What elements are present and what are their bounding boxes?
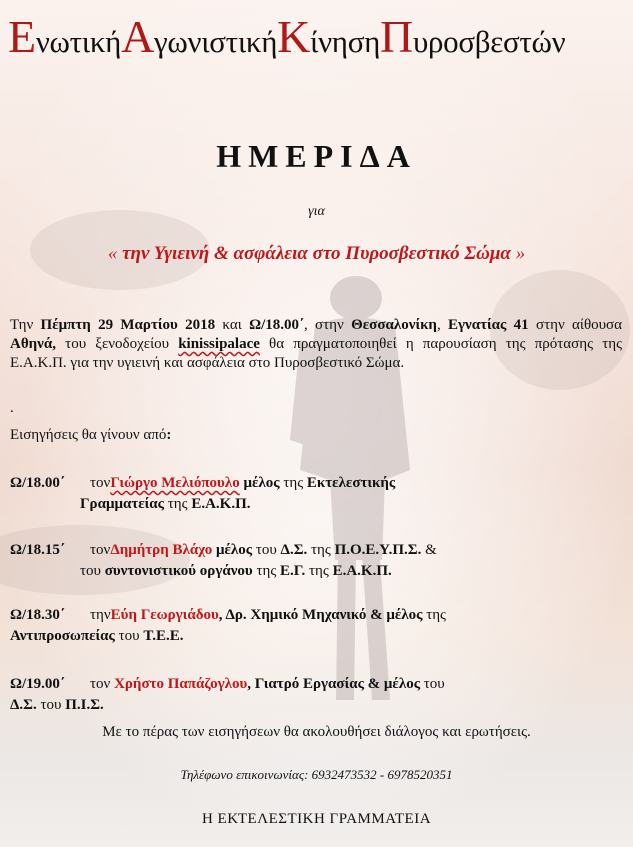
intro-text: του ξενοδοχείου: [56, 336, 179, 352]
event-street: Εγνατίας 41: [448, 317, 529, 333]
header-word-1: νωτική: [35, 24, 122, 59]
speaker-prefix: τον: [90, 676, 115, 692]
speaker-line: [10, 695, 610, 716]
speaker-role: Π.Ι.Σ.: [65, 697, 104, 713]
speaker-item: [10, 473, 610, 515]
intro-text: στην αίθουσα: [528, 317, 622, 333]
speaker-role: της: [256, 563, 281, 579]
speaker-line: [10, 561, 610, 582]
speaker-item: [10, 605, 610, 647]
speaker-name: Γιώργο Μελιόπουλο: [110, 475, 240, 491]
speaker-role: Ε.Α.Κ.Π.: [332, 563, 392, 579]
event-time: Ω/18.00΄: [249, 317, 304, 333]
speaker-role: Αντιπροσωπείας: [10, 628, 119, 644]
speaker-name: Δημήτρη Βλάχο: [110, 542, 213, 558]
speaker-item: [10, 540, 610, 582]
organization-name: [8, 11, 628, 62]
speaker-time: Ω/18.15΄: [10, 542, 65, 558]
speaker-role: Τ.Ε.Ε.: [143, 628, 184, 644]
speaker-role: του: [255, 542, 281, 558]
event-description: [10, 316, 622, 373]
event-subtitle: [0, 243, 633, 265]
speaker-role: Εκτελεστικής: [306, 475, 396, 491]
event-hall: Αθηνά,: [10, 336, 57, 352]
speaker-role: Δ.Σ.: [280, 542, 312, 558]
speaker-role: του: [80, 563, 105, 579]
speaker-role: της: [167, 496, 192, 512]
subtitle-open-quote: «: [107, 243, 123, 264]
header-word-3: ίνηση: [310, 24, 381, 59]
event-title: ΗΜΕΡΙΔΑ: [216, 138, 417, 174]
speaker-role: μέλος: [239, 475, 284, 491]
speaker-role: Ε.Γ.: [280, 563, 309, 579]
signature: Η ΕΚΤΕΛΕΣΤΙΚΗ ΓΡΑΜΜΑΤΕΙΑ: [201, 811, 432, 827]
speaker-line: [10, 540, 610, 561]
speaker-item: [10, 674, 610, 716]
speaker-role: , Γιατρό Εργασίας & μέλος: [247, 676, 424, 692]
header-initial-4: Π: [380, 11, 413, 62]
speaker-line: [10, 674, 610, 695]
speaker-line: [10, 494, 610, 515]
event-hotel: kinissipalace: [178, 336, 260, 352]
intro-text: και: [215, 317, 250, 333]
speaker-role: του: [118, 628, 144, 644]
header-initial-3: Κ: [277, 11, 311, 62]
speaker-time: Ω/18.30΄: [10, 607, 65, 623]
speaker-name: Εύη Γεωργιάδου: [110, 607, 219, 623]
speaker-role: Ε.Α.Κ.Π.: [191, 496, 251, 512]
header-word-2: γωνιστική: [154, 24, 278, 59]
speaker-role: Γραμματείας: [80, 496, 168, 512]
intro-text: ,: [436, 317, 449, 333]
for-label: για: [308, 204, 325, 219]
speaker-name: Χρήστο Παπάζογλου: [114, 676, 248, 692]
speaker-line: [10, 473, 610, 494]
header-initial-2: Α: [121, 11, 154, 62]
speaker-role: της: [309, 563, 333, 579]
subtitle-close-quote: »: [510, 243, 526, 264]
header-word-4: υροσβεστών: [412, 24, 566, 59]
speakers-lead: [10, 427, 171, 444]
contact-phone: Τηλέφωνο επικοινωνίας: 6932473532 - 6978520351: [180, 767, 453, 782]
stray-dot: .: [10, 400, 14, 416]
speaker-prefix: τον: [90, 542, 111, 558]
speakers-lead-text: Εισηγήσεις θα γίνουν από: [10, 427, 167, 443]
speaker-role: Δ.Σ.: [10, 697, 41, 713]
speaker-line: [10, 626, 610, 647]
speaker-line: [10, 605, 610, 626]
speaker-role: της: [311, 542, 335, 558]
speakers-lead-colon: :: [166, 427, 172, 443]
speaker-prefix: την: [90, 607, 111, 623]
closing-note: Με το πέρας των εισηγήσεων θα ακολουθήσει διάλογος και ερωτήσεις.: [102, 724, 531, 740]
speaker-role: της: [426, 607, 446, 623]
intro-text: , στην: [304, 317, 352, 333]
speaker-role: συντονιστικού οργάνου: [104, 563, 257, 579]
subtitle-text: την Υγιεινή & ασφάλεια στο Πυροσβεστικό Σώμα: [122, 243, 511, 264]
speaker-role: &: [425, 542, 437, 558]
event-date: Πέμπτη 29 Μαρτίου 2018: [40, 317, 216, 333]
speaker-role: του: [423, 676, 445, 692]
header-initial-1: Ε: [8, 11, 36, 62]
speaker-role: του: [40, 697, 66, 713]
speaker-role: , Δρ. Χημικό Μηχανικό & μέλος: [218, 607, 427, 623]
speaker-time: Ω/19.00΄: [10, 676, 65, 692]
speaker-role: μέλος: [212, 542, 256, 558]
speaker-role: Π.Ο.Ε.Υ.Π.Σ.: [334, 542, 426, 558]
intro-text: θα πραγματοποιηθεί η παρουσίαση της πρότασης της Ε.Α.Κ.Π. για την υγιεινή και ασφάλεια στο Πυροσβεστικό Σώμα.: [10, 336, 623, 371]
intro-text: Την: [10, 317, 41, 333]
speaker-prefix: τον: [90, 475, 111, 491]
event-city: Θεσσαλονίκη: [351, 317, 437, 333]
speaker-time: Ω/18.00΄: [10, 475, 65, 491]
speaker-role: της: [283, 475, 307, 491]
